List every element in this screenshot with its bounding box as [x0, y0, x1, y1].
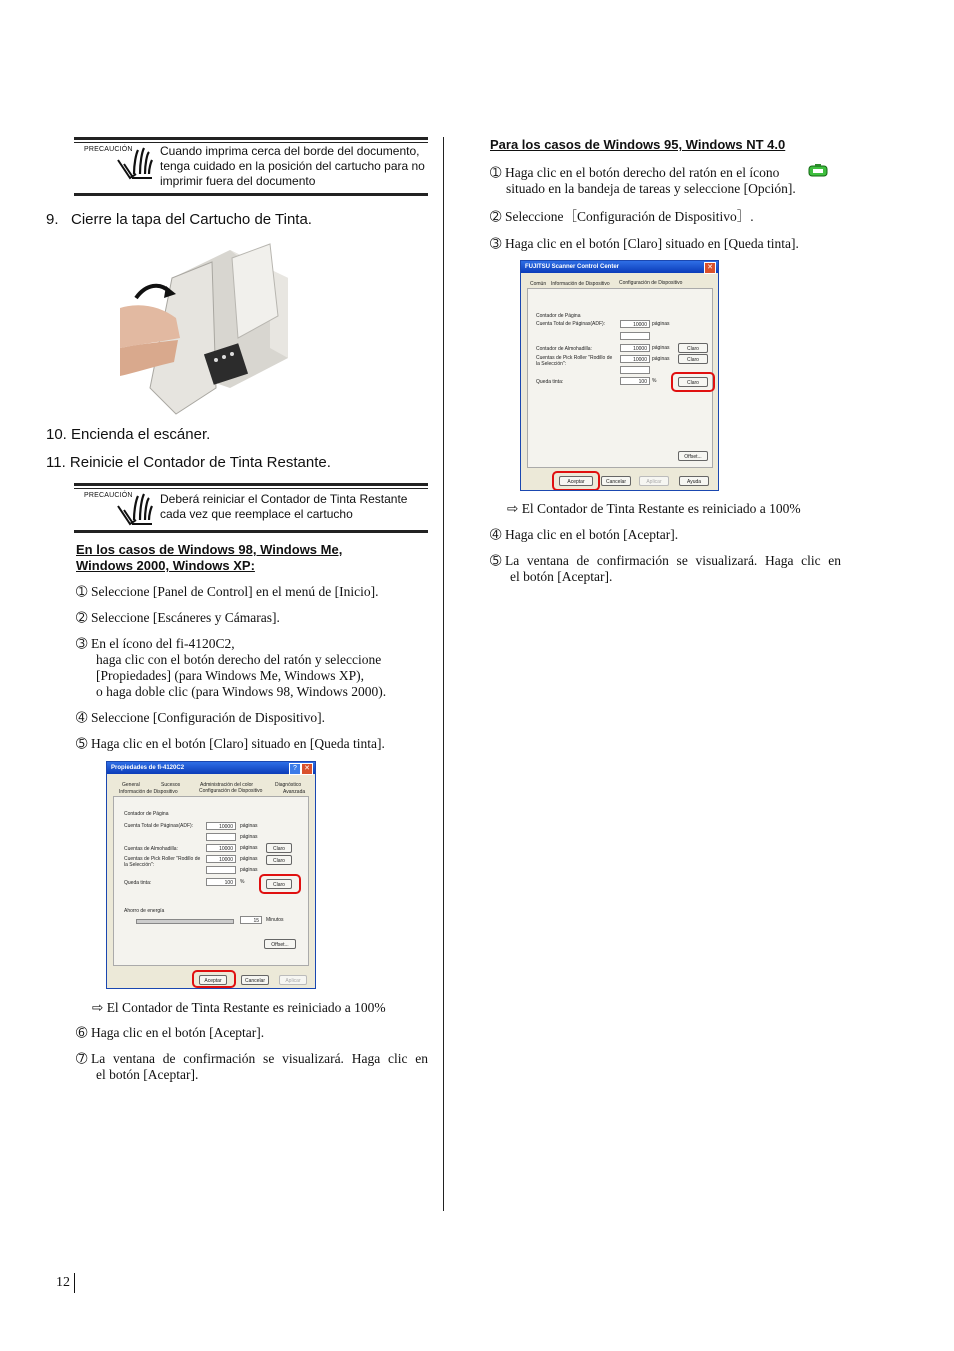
dialog-title: FUJITSU Scanner Control Center — [521, 261, 718, 273]
list-item: ➄ Haga clic en el botón [Claro] situado en [Queda tinta]. — [76, 736, 385, 751]
cancel-button[interactable]: Cancelar — [601, 476, 631, 486]
page-number: 12 — [56, 1275, 70, 1290]
tab-color: Administración del color — [200, 782, 254, 788]
row-unit: páginas — [240, 867, 258, 873]
energy-value[interactable]: 15 — [240, 916, 262, 924]
properties-dialog-screenshot — [106, 761, 316, 989]
dialog-title: Propiedades de fi-4120C2 — [107, 762, 315, 774]
result-text: ⇨ El Contador de Tinta Restante es reiniciado a 100% — [507, 501, 801, 516]
row-unit: % — [652, 378, 657, 384]
tray-scanner-icon — [808, 163, 828, 179]
tab-info: Información de Dispositivo — [119, 789, 178, 795]
caution-label-2: PRECAUCIÓN — [84, 492, 133, 499]
result-text: ⇨ El Contador de Tinta Restante es reiniciado a 100% — [92, 1000, 386, 1015]
row-value — [206, 833, 236, 841]
ok-button[interactable]: Aceptar — [199, 975, 227, 985]
offset-button[interactable]: Offset... — [264, 939, 296, 949]
row-label: Cuentas de Pick Roller "Rodillo de la Selección": — [536, 355, 613, 367]
tab-config: Configuración de Dispositivo — [199, 788, 263, 794]
row-unit: % — [240, 879, 245, 885]
list-item: ➃ Haga clic en el botón [Aceptar]. — [490, 527, 679, 542]
list-item: ➆ La ventana de confirmación se visualizará. Haga clic en el botón [Aceptar]. — [76, 1051, 428, 1082]
highlight-ring — [671, 372, 715, 392]
arrow-icon: ⇨ — [507, 501, 522, 516]
caution-hand-icon-2 — [114, 490, 154, 528]
claro-ink-button[interactable]: Claro — [266, 879, 292, 889]
row-label: Cuenta Total de Páginas(ADF): — [124, 823, 194, 829]
group-label: Contador de Página — [536, 313, 581, 319]
list-item: ➅ Haga clic en el botón [Aceptar]. — [76, 1025, 265, 1040]
tab-diagnostico: Diagnóstico — [275, 782, 302, 788]
list-item: ➁ Seleccione [Escáneres y Cámaras]. — [76, 610, 280, 625]
row-label: Contador de Almohadilla: — [536, 346, 592, 352]
list-item: ➄ La ventana de confirmación se visualizará. Haga clic en el botón [Aceptar]. — [490, 553, 841, 584]
energy-unit: Minutos — [266, 917, 284, 923]
caution-label: PRECAUCIÓN — [84, 146, 133, 153]
list-item: ➀ Seleccione [Panel de Control] en el menú de [Inicio]. — [76, 584, 379, 599]
row-value: 10000 — [206, 822, 236, 830]
tab-config: Configuración de Dispositivo — [619, 280, 683, 286]
tab-comun: Común — [530, 281, 547, 287]
row-value-empty — [620, 366, 650, 374]
claro-ink-button[interactable]: Claro — [678, 377, 708, 387]
row-value: 10000 — [206, 855, 236, 863]
row-unit: páginas — [652, 345, 670, 351]
claro-button[interactable]: Claro — [678, 354, 708, 364]
claro-button[interactable]: Claro — [266, 843, 292, 853]
highlight-ring — [259, 874, 301, 894]
scanner-control-dialog-screenshot — [520, 260, 719, 491]
apply-button[interactable]: Aplicar — [639, 476, 669, 486]
dialog-panel — [527, 288, 713, 468]
row-unit: páginas — [240, 834, 258, 840]
row-unit: páginas — [652, 356, 670, 362]
caution-box — [74, 137, 428, 196]
apply-button[interactable]: Aplicar — [279, 975, 307, 985]
row-label: Queda tinta: — [124, 880, 152, 886]
row-value: 10000 — [206, 844, 236, 852]
tab-general: General — [122, 782, 140, 788]
row-value: 10000 — [620, 320, 650, 328]
row-unit: páginas — [240, 845, 258, 851]
cancel-button[interactable]: Cancelar — [241, 975, 269, 985]
caution-hand-icon — [114, 144, 154, 182]
highlight-ring — [552, 471, 600, 491]
highlight-ring — [192, 970, 236, 988]
column-divider — [443, 137, 444, 1211]
section-heading-win98: En los casos de Windows 98, Windows Me, Windows 2000, Windows XP: — [76, 542, 343, 573]
energy-slider[interactable] — [136, 919, 234, 924]
caution-text-2: Deberá reiniciar el Contador de Tinta Restante cada vez que reemplace el cartucho — [160, 492, 408, 521]
list-item: ➃ Seleccione [Configuración de Dispositivo]. — [76, 710, 325, 725]
tab-sucesos: Sucesos — [161, 782, 181, 788]
step-11: 11. Reinicie el Contador de Tinta Restante. — [46, 454, 331, 471]
row-unit: páginas — [240, 823, 258, 829]
row-label: Queda tinta: — [536, 379, 564, 385]
claro-button[interactable]: Claro — [678, 343, 708, 353]
scanner-photo — [120, 238, 290, 416]
arrow-icon: ⇨ — [92, 1000, 107, 1015]
tab-avanzada: Avanzada — [283, 789, 306, 795]
group-label: Contador de Página — [124, 811, 169, 817]
dialog-panel — [113, 796, 309, 966]
section-heading-win95: Para los casos de Windows 95, Windows NT 4.0 — [490, 137, 786, 152]
caution-box-2 — [74, 483, 428, 533]
row-unit: páginas — [652, 321, 670, 327]
help-icon: ? — [289, 763, 301, 775]
help-button[interactable]: Ayuda — [679, 476, 709, 486]
row-unit: páginas — [240, 856, 258, 862]
row-label: Cuentas de Pick Roller "Rodillo de la Selección": — [124, 856, 201, 868]
row-value: 100 — [620, 377, 650, 385]
list-item: ➁ Seleccione［Configuración de Dispositivo］. — [490, 209, 754, 224]
step-10: 10. Encienda el escáner. — [46, 426, 211, 443]
row-value — [206, 866, 236, 874]
row-value: 10000 — [620, 344, 650, 352]
list-item: ➂ En el ícono del fi-4120C2, haga clic con el botón derecho del ratón y seleccione [Propiedades] (para Windows Me, Windows XP), o haga doble clic (para Windows 98, Windows 2000). — [76, 636, 387, 699]
offset-button[interactable]: Offset... — [678, 451, 708, 461]
row-value: 100 — [206, 878, 236, 886]
claro-button[interactable]: Claro — [266, 855, 292, 865]
close-icon: ✕ — [704, 262, 716, 274]
row-value: 10000 — [620, 355, 650, 363]
list-item: ➀ Haga clic en el botón derecho del ratón en el ícono situado en la bandeja de tareas y seleccione [Opción]. — [490, 165, 796, 196]
close-icon: ✕ — [301, 763, 313, 775]
page-number-rule — [74, 1273, 75, 1293]
caution-text: Cuando imprima cerca del borde del documento, tenga cuidado en la posición del cartucho para no imprimir fuera del documento — [160, 144, 425, 188]
tab-info: Información de Dispositivo — [551, 281, 610, 287]
step-9: 9. Cierre la tapa del Cartucho de Tinta. — [46, 211, 312, 228]
list-item: ➂ Haga clic en el botón [Claro] situado en [Queda tinta]. — [490, 236, 799, 251]
row-value-empty — [620, 332, 650, 340]
row-label: Cuenta Total de Páginas(ADF): — [536, 321, 606, 327]
energy-label: Ahorro de energía — [124, 908, 165, 914]
ok-button[interactable]: Aceptar — [559, 476, 593, 486]
row-label: Cuentas de Almohadilla: — [124, 846, 178, 852]
